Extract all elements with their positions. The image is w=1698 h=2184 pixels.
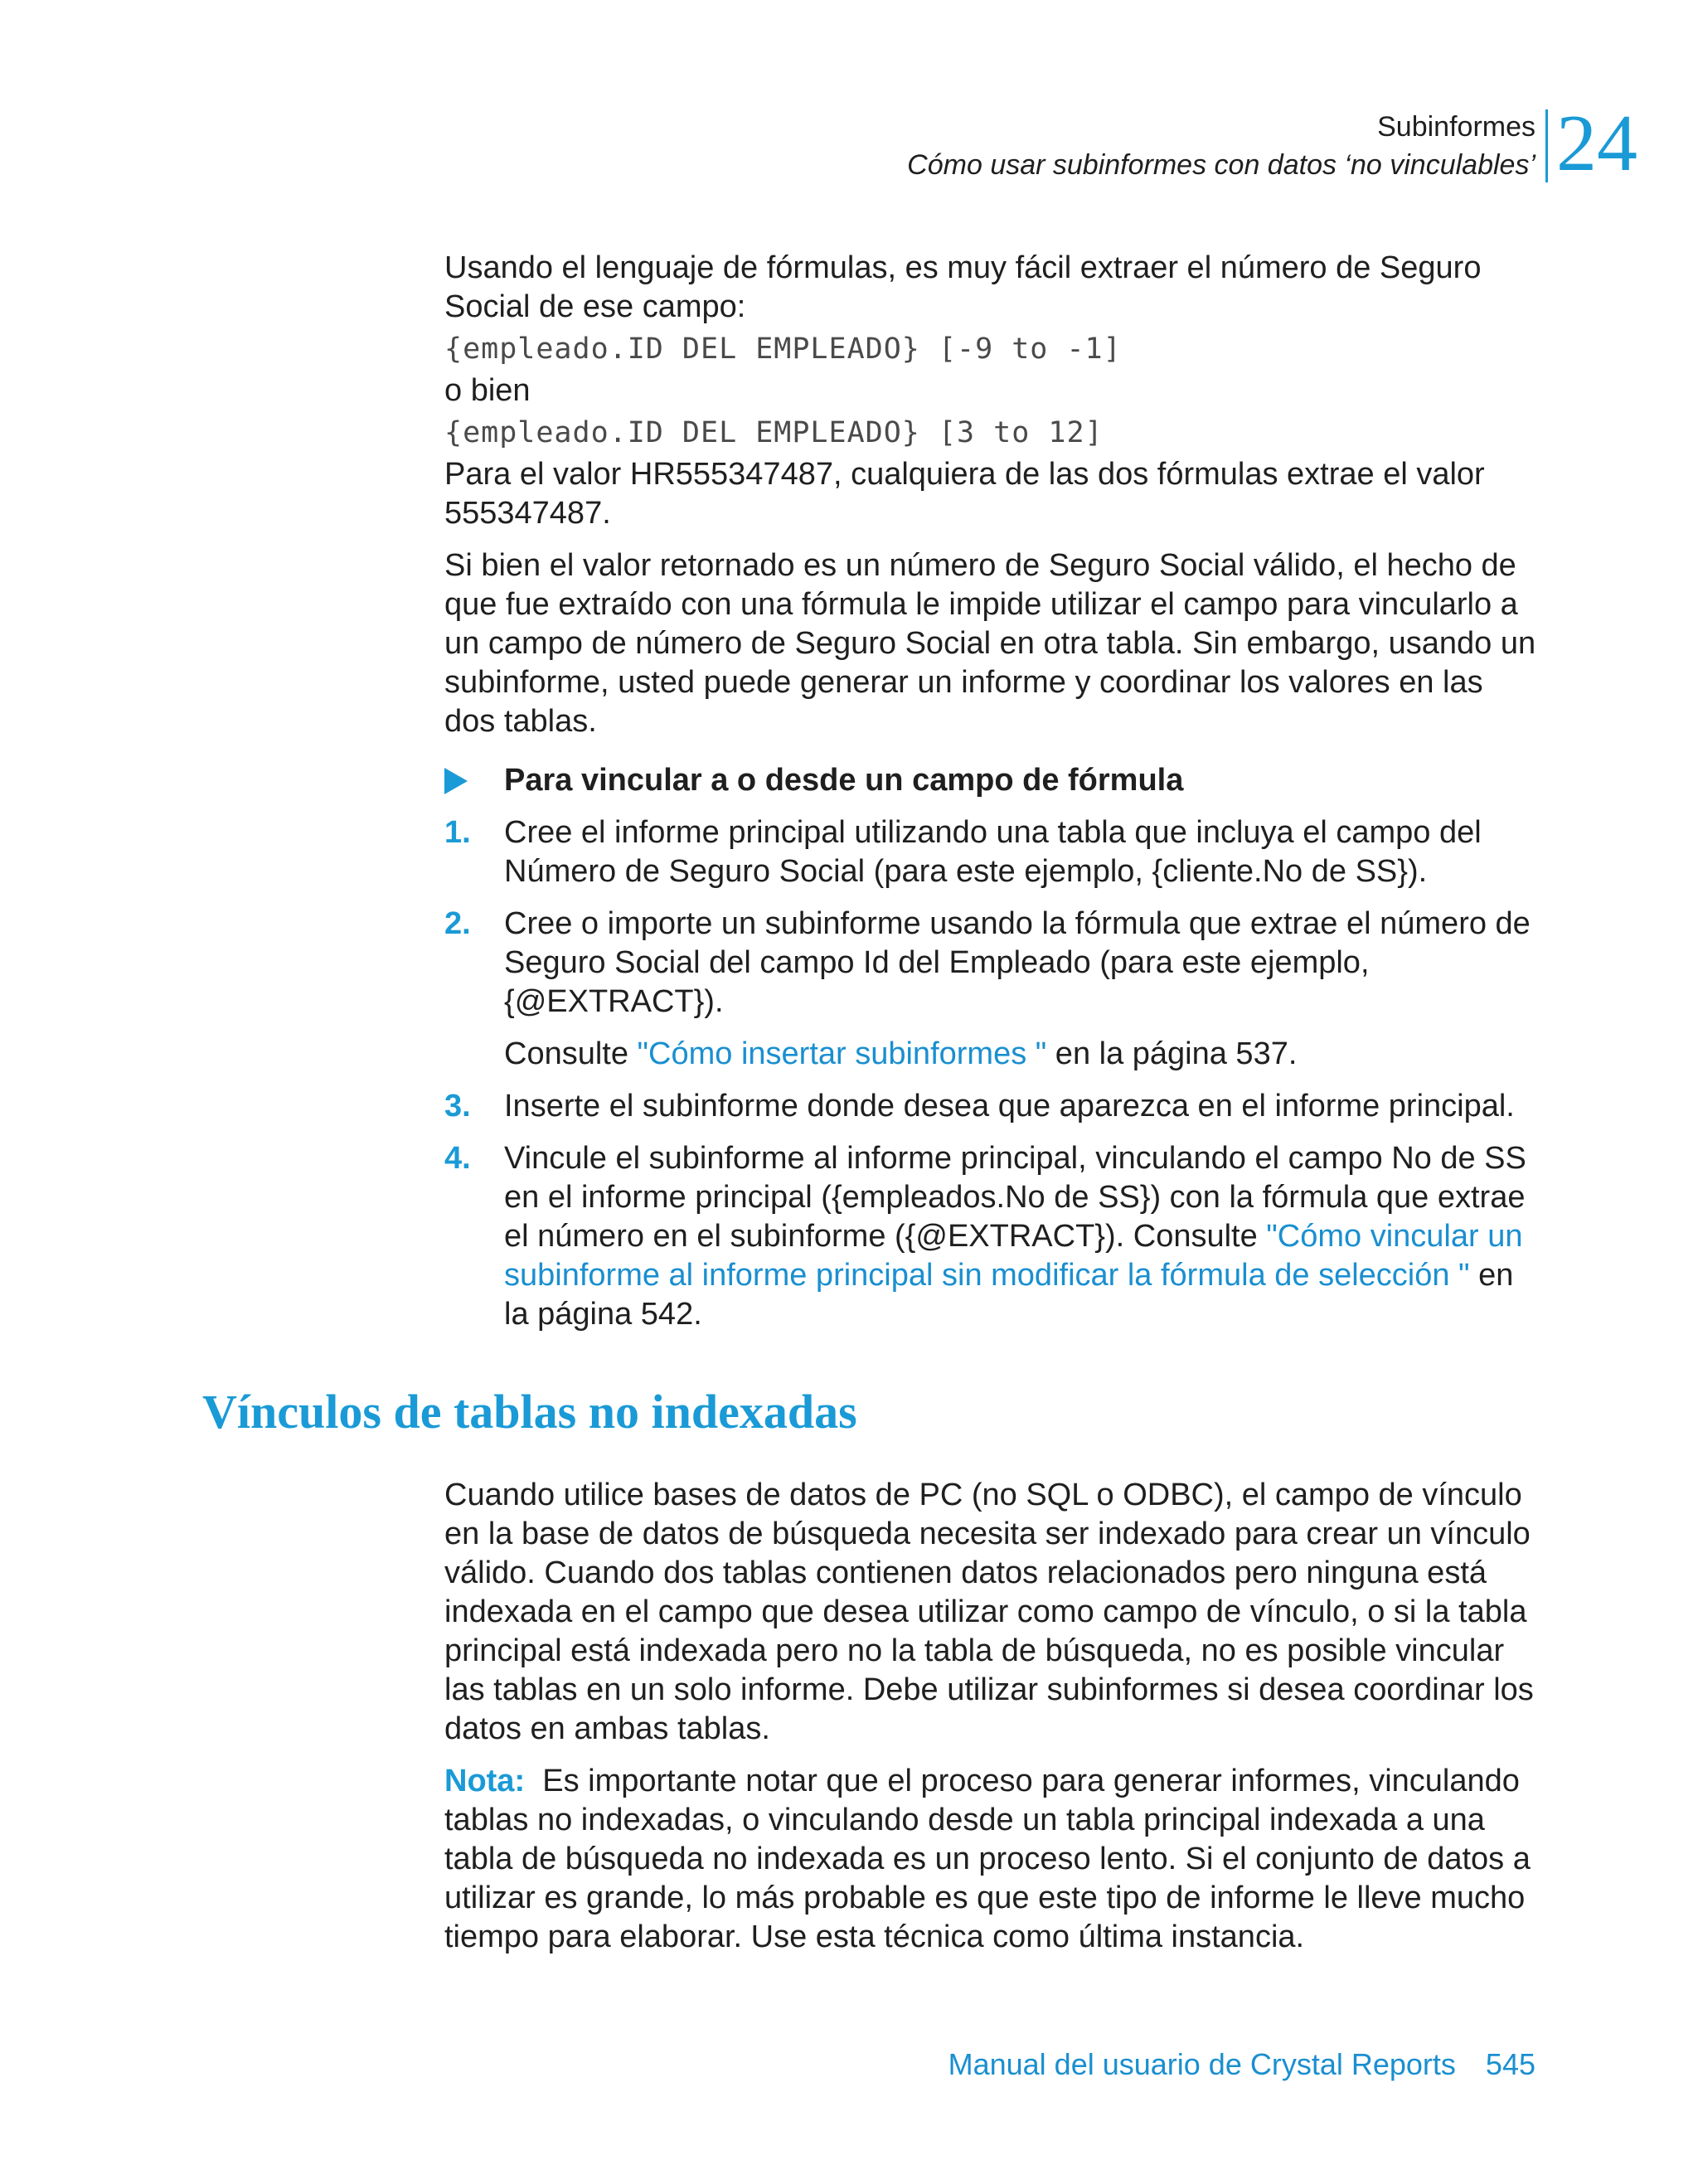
step-item bbox=[444, 813, 1539, 891]
paragraph: Para el valor HR555347487, cualquiera de las dos fórmulas extrae el valor 555347487. bbox=[444, 457, 1485, 531]
procedure-heading bbox=[444, 761, 1539, 800]
section-content bbox=[444, 1476, 1539, 1957]
section-heading: Vínculos de tablas no indexadas bbox=[202, 1385, 857, 1439]
step-text-suffix: en la página 542. bbox=[504, 1258, 1514, 1332]
note-label: Nota: bbox=[444, 1764, 526, 1798]
procedure-title: Para vincular a o desde un campo de fórmula bbox=[504, 763, 1184, 798]
paragraph: Si bien el valor retornado es un número de Seguro Social válido, el hecho de que fue extraído con una fórmula le impide utilizar el campo para vincularlo a un campo de número de Seguro Social en otra tabla. Sin embargo, usando un subinforme, usted puede generar un informe y coordinar los valores en las dos tablas. bbox=[444, 548, 1536, 739]
footer-title: Manual del usuario de Crystal Reports bbox=[948, 2047, 1456, 2081]
page-number: 545 bbox=[1485, 2047, 1535, 2081]
header-chapter-title: Subinformes bbox=[1377, 111, 1535, 143]
step-number: 3. bbox=[444, 1089, 471, 1124]
step-reference bbox=[444, 1035, 1539, 1074]
running-header bbox=[907, 108, 1535, 184]
step-text: Cree el informe principal utilizando una tabla que incluya el campo del Número de Seguro Social (para este ejemplo, {cliente.No de SS}). bbox=[504, 815, 1482, 889]
link-insertar-subinformes[interactable]: "Cómo insertar subinformes " bbox=[637, 1036, 1047, 1071]
step-number: 4. bbox=[444, 1141, 471, 1176]
reference-prefix: Consulte bbox=[504, 1036, 638, 1071]
reference-suffix: en la página 537. bbox=[1046, 1036, 1298, 1071]
paragraph: o bien bbox=[444, 373, 531, 408]
paragraph: Cuando utilice bases de datos de PC (no SQL o ODBC), el campo de vínculo en la base de datos de búsqueda necesita ser indexado para crear un vínculo válido. Cuando dos tablas contienen datos relacionados pero ninguna está indexada en el campo que desea utilizar como campo de vínculo, o si la tabla principal está indexada pero no la tabla de búsqueda, no es posible vincular las tablas en un solo informe. Debe utilizar subinformes si desea coordinar los datos en ambas tablas. bbox=[444, 1478, 1534, 1746]
step-text: Inserte el subinforme donde desea que aparezca en el informe principal. bbox=[504, 1089, 1515, 1124]
step-number: 2. bbox=[444, 906, 471, 941]
link-vincular-subinforme[interactable]: "Cómo vincular un subinforme al informe principal sin modificar la fórmula de selección " bbox=[504, 1219, 1523, 1293]
chapter-number: 24 bbox=[1556, 99, 1637, 188]
main-content bbox=[444, 249, 1539, 1334]
step-text: Cree o importe un subinforme usando la fórmula que extrae el número de Seguro Social del campo Id del Empleado (para este ejemplo, {@EXTRACT}). bbox=[504, 906, 1531, 1019]
step-text: Vincule el subinforme al informe principal, vinculando el campo No de SS en el informe principal ({empleados.No de SS}) con la fórmula que extrae el número en el subinforme ({@EXTRACT}). Consulte bbox=[504, 1141, 1526, 1254]
code-line: {empleado.ID DEL EMPLEADO} [-9 to -1] bbox=[444, 332, 1122, 366]
chapter-divider bbox=[1545, 109, 1548, 182]
step-number: 1. bbox=[444, 815, 471, 850]
step-item bbox=[444, 1139, 1539, 1334]
code-line: {empleado.ID DEL EMPLEADO} [3 to 12] bbox=[444, 416, 1104, 449]
page-footer bbox=[948, 2045, 1535, 2085]
paragraph: Usando el lenguaje de fórmulas, es muy fácil extraer el número de Seguro Social de ese campo: bbox=[444, 250, 1482, 324]
triangle-bullet-icon bbox=[444, 768, 468, 794]
step-item bbox=[444, 905, 1539, 1022]
note-paragraph bbox=[444, 1762, 1539, 1957]
step-item bbox=[444, 1087, 1539, 1126]
note-text: Es importante notar que el proceso para generar informes, vinculando tablas no indexadas, o vinculando desde un tabla principal indexada a una tabla de búsqueda no indexada es un proceso lento. Si el conjunto de datos a utilizar es grande, lo más probable es que este tipo de informe le lleve mucho tiempo para elaborar. Use esta técnica como última instancia. bbox=[444, 1764, 1531, 1954]
header-section-title: Cómo usar subinformes con datos ‘no vinculables’ bbox=[907, 149, 1535, 181]
